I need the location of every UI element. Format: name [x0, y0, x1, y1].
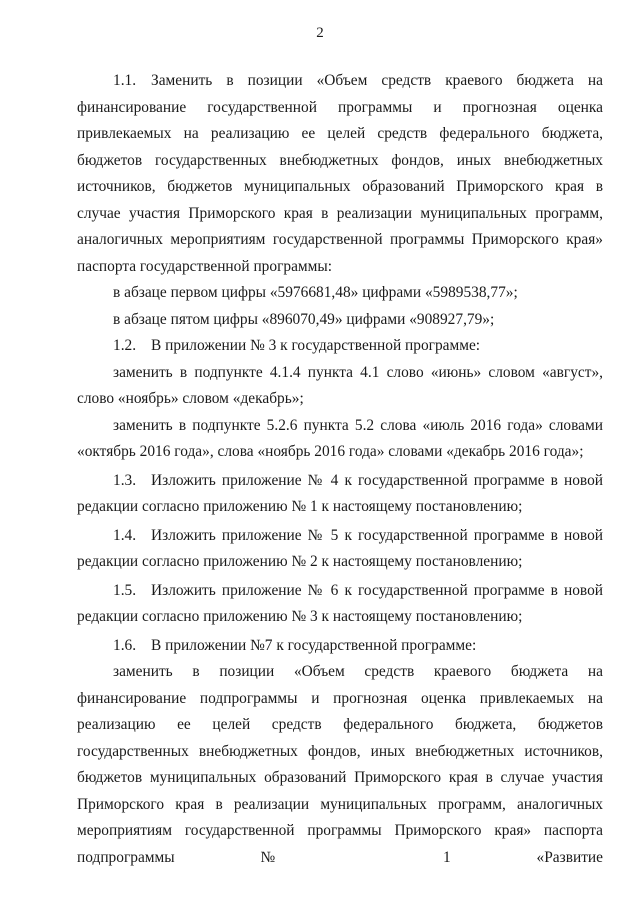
paragraph-text: В приложении №7 к государственной программе:	[151, 636, 477, 654]
paragraph-text: в абзаце пятом цифры «896070,49» цифрами «908927,79»;	[113, 310, 495, 328]
paragraph-text: заменить в позиции «Объем средств краевого бюджета на финансирование подпрограммы и прогнозная оценка привлекаемых на реализацию ее целей средств федерального бюджета, бюджетов государственных внебюджетных фондов, иных внебюджетных источников, бюджетов муниципальных образований Приморского края в случае участия Приморского края в реализации муниципальных программ, аналогичных мероприятиям государственной программы Приморского края» паспорта подпрограммы № 1 «Развитие	[77, 663, 603, 866]
paragraph-fifth-abzac	[77, 307, 603, 334]
paragraph-first-abzac	[77, 280, 603, 307]
paragraph-text: Изложить приложение № 5 к государственной программе в новой редакции согласно приложению № 2 к настоящему постановлению;	[77, 526, 603, 570]
paragraph-1-1	[77, 68, 603, 280]
item-number: 1.1.	[113, 72, 137, 89]
item-number: 1.3.	[113, 471, 137, 489]
paragraph-1-5	[77, 578, 603, 631]
paragraph-1-2	[77, 333, 603, 360]
paragraph-1-4	[77, 523, 603, 576]
paragraph-text: Заменить в позиции «Объем средств краевого бюджета на финансирование государственной программы и прогнозная оценка привлекаемых на реализацию ее целей средств федерального бюджета, бюджетов государственных внебюджетных фондов, иных внебюджетных источников, бюджетов муниципальных образований Приморского края в случае участия Приморского края в реализации муниципальных программ, аналогичных мероприятиям государственной программы Приморского края» паспорта государственной программы:	[77, 72, 603, 275]
paragraph-text: заменить в подпункте 5.2.6 пункта 5.2 слова «июль 2016 года» словами «октябрь 2016 года», слова «ноябрь 2016 года» словами «декабрь 2016 года»;	[77, 416, 603, 460]
paragraph-text: в абзаце первом цифры «5976681,48» цифрами «5989538,77»;	[113, 284, 518, 301]
paragraph-1-6	[77, 633, 603, 660]
document-body	[77, 68, 603, 871]
paragraph-text: заменить в подпункте 4.1.4 пункта 4.1 слово «июнь» словом «август», слово «ноябрь» словом «декабрь»;	[77, 363, 603, 407]
page-number: 2	[316, 25, 324, 41]
paragraph-subitem-4-1-4	[77, 360, 603, 413]
paragraph-1-3	[77, 468, 603, 521]
item-number: 1.4.	[113, 526, 137, 544]
paragraph-subitem-5-2-6	[77, 413, 603, 466]
paragraph-subprogram-replace	[77, 659, 603, 871]
item-number: 1.2.	[113, 337, 137, 354]
item-number: 1.5.	[113, 581, 137, 599]
paragraph-text: Изложить приложение № 6 к государственной программе в новой редакции согласно приложению № 3 к настоящему постановлению;	[77, 581, 603, 625]
paragraph-text: Изложить приложение № 4 к государственной программе в новой редакции согласно приложению № 1 к настоящему постановлению;	[77, 471, 603, 515]
paragraph-text: В приложении № 3 к государственной программе:	[151, 337, 481, 354]
item-number: 1.6.	[113, 636, 137, 654]
